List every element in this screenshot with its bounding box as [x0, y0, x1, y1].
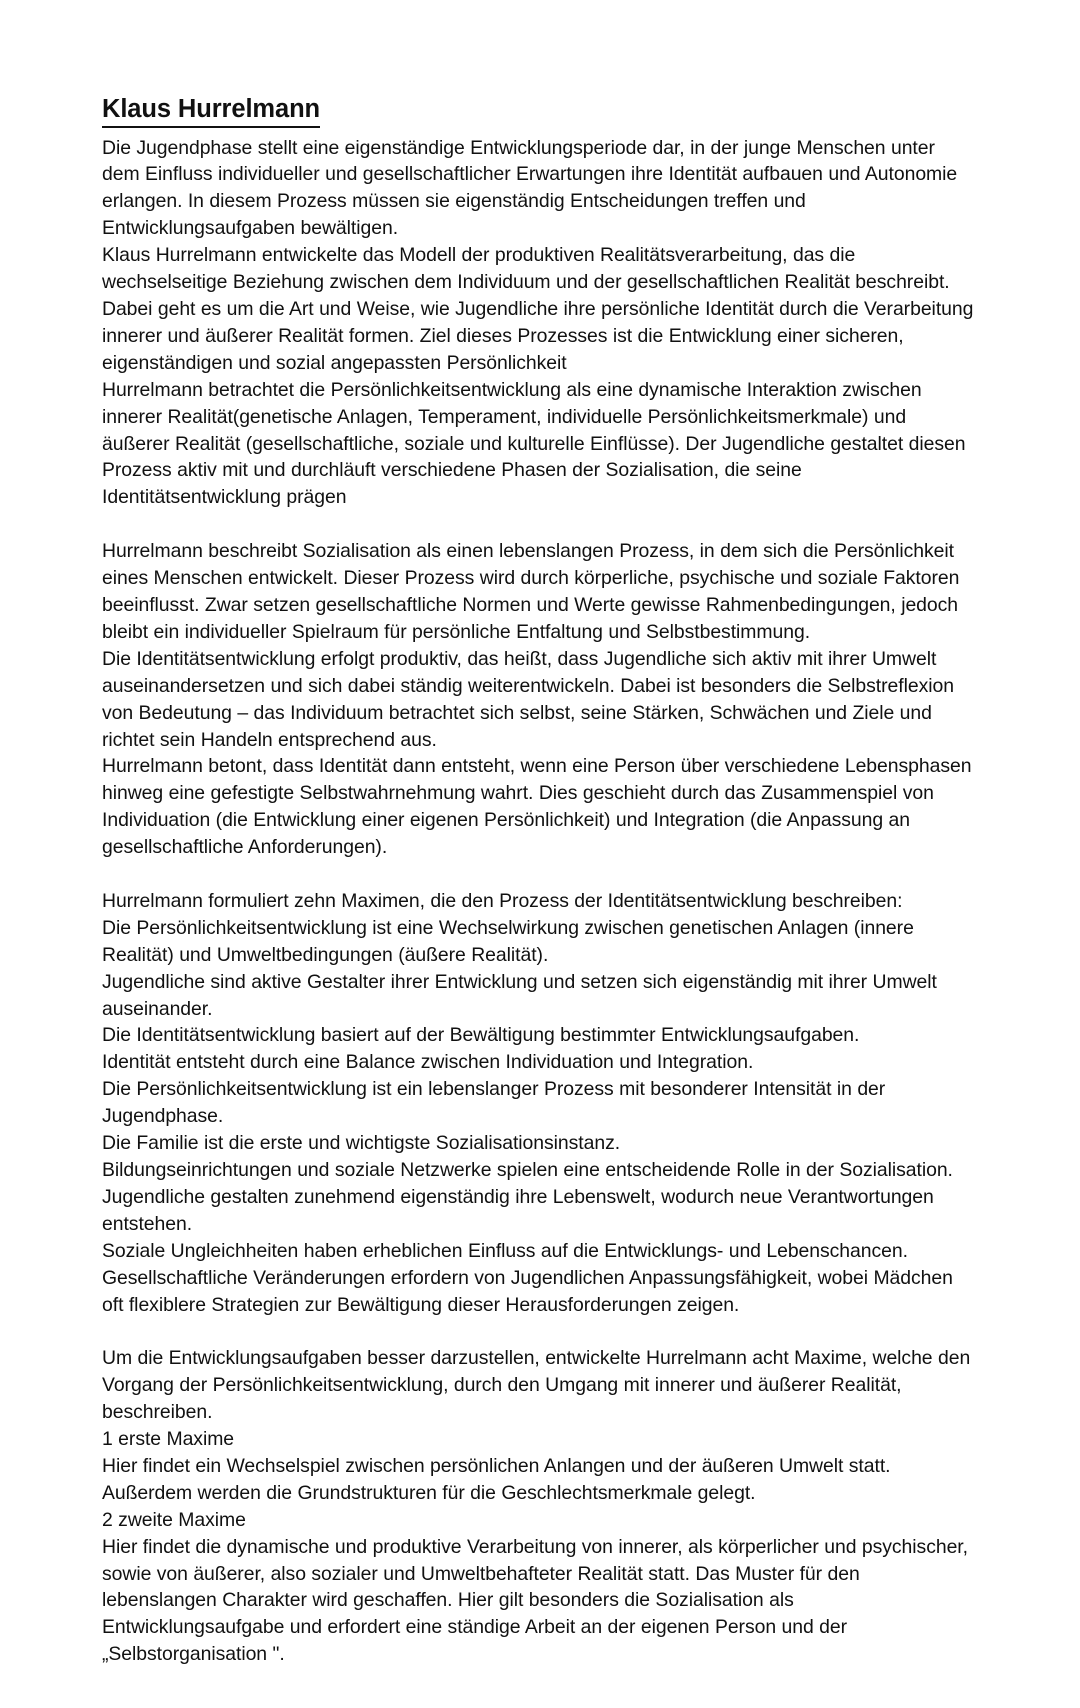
paragraph: Klaus Hurrelmann entwickelte das Modell der produktiven Realitätsverarbeitung, das die wechselseitige Beziehung zwischen dem Individuum und der gesellschaftlichen Realität beschreibt. Dabei geht es um die Art und Weise, wie Jugendliche ihre persönliche Identität durch die Verarbeitung innerer und äußerer Realität formen. Ziel dieses Prozesses ist die Entwicklung einer sicheren, eigenständigen und sozial angepassten Persönlichkeit — [102, 244, 974, 374]
paragraph: Bildungseinrichtungen und soziale Netzwerke spielen eine entscheidende Rolle in der Sozialisation. — [102, 1158, 953, 1181]
document-body — [102, 135, 975, 1669]
paragraph: Die Identitätsentwicklung erfolgt produktiv, das heißt, dass Jugendliche sich aktiv mit ihrer Umwelt auseinandersetzen und sich dabei ständig weiterentwickeln. Dabei ist besonders die Selbstreflexion von Bedeutung – das Individuum betrachtet sich selbst, seine Stärken, Schwächen und Ziele und richtet sein Handeln entsprechend aus. — [102, 647, 954, 751]
paragraph: Gesellschaftliche Veränderungen erfordern von Jugendlichen Anpassungsfähigkeit, wobei Mädchen oft flexiblere Strategien zur Bewältigung dieser Herausforderungen zeigen. — [102, 1266, 953, 1316]
paragraph: Hurrelmann formuliert zehn Maximen, die den Prozess der Identitätsentwicklung beschreiben: — [102, 889, 903, 912]
text-block-intro — [102, 135, 975, 512]
maxime-heading-1: 1 erste Maxime — [102, 1428, 235, 1451]
paragraph: Jugendliche gestalten zunehmend eigenständig ihre Lebenswelt, wodurch neue Verantwortungen entstehen. — [102, 1185, 934, 1235]
paragraph: Um die Entwicklungsaufgaben besser darzustellen, entwickelte Hurrelmann acht Maxime, welche den Vorgang der Persönlichkeitsentwicklung, durch den Umgang mit innerer und äußerer Realität, beschreiben. — [102, 1347, 971, 1424]
text-block-acht-maxime — [102, 1345, 975, 1668]
paragraph: Hurrelmann betont, dass Identität dann entsteht, wenn eine Person über verschiedene Lebensphasen hinweg eine gefestigte Selbstwahrnehmung wahrt. Dies geschieht durch das Zusammenspiel von Individuation (die Entwicklung einer eigenen Persönlichkeit) und Integration (die Anpassung an gesellschaftliche Anforderungen). — [102, 755, 972, 859]
paragraph: Identität entsteht durch eine Balance zwischen Individuation und Integration. — [102, 1051, 754, 1074]
paragraph: Die Persönlichkeitsentwicklung ist ein lebenslanger Prozess mit besonderer Intensität in der Jugendphase. — [102, 1078, 886, 1128]
page-title-row — [102, 95, 975, 129]
block-spacer — [102, 511, 975, 538]
paragraph: Hurrelmann betrachtet die Persönlichkeitsentwicklung als eine dynamische Interaktion zwischen innerer Realität(genetische Anlagen, Temperament, individuelle Persönlichkeitsmerkmale) und äußerer Realität (gesellschaftliche, soziale und kulturelle Einflüsse). Der Jugendliche gestaltet diesen Prozess aktiv mit und durchläuft verschiedene Phasen der Sozialisation, die seine Identitätsentwicklung prägen — [102, 378, 966, 509]
paragraph: Jugendliche sind aktive Gestalter ihrer Entwicklung und setzen sich eigenständig mit ihrer Umwelt auseinander. — [102, 970, 937, 1020]
paragraph: Die Jugendphase stellt eine eigenständige Entwicklungsperiode dar, in der junge Menschen unter dem Einfluss individueller und gesellschaftlicher Erwartungen ihre Identität aufbauen und Autonomie erlangen. In diesem Prozess müssen sie eigenständig Entscheidungen treffen und Entwicklungsaufgaben bewältigen. — [102, 136, 958, 240]
paragraph: Hier findet die dynamische und produktive Verarbeitung von innerer, als körperlicher und psychischer, sowie von äußerer, also sozialer und Umweltbehafteter Realität statt. Das Muster für den lebenslangen Charakter wird geschaffen. Hier gilt besonders die Sozialisation als Entwicklungsaufgabe und erfordert eine ständige Arbeit an der eigenen Person und der „Selbstorganisation ". — [102, 1535, 968, 1666]
text-block-sozialisation — [102, 538, 975, 861]
block-spacer — [102, 861, 975, 888]
block-spacer — [102, 1318, 975, 1345]
text-block-zehn-maximen — [102, 888, 975, 1319]
maxime-heading-2: 2 zweite Maxime — [102, 1508, 246, 1531]
paragraph: Hier findet ein Wechselspiel zwischen persönlichen Anlangen und der äußeren Umwelt statt. Außerdem werden die Grundstrukturen für die Geschlechtsmerkmale gelegt. — [102, 1454, 891, 1504]
paragraph: Soziale Ungleichheiten haben erheblichen Einfluss auf die Entwicklungs- und Lebenschancen. — [102, 1239, 908, 1262]
page-title: Klaus Hurrelmann — [102, 95, 320, 128]
paragraph: Hurrelmann beschreibt Sozialisation als einen lebenslangen Prozess, in dem sich die Persönlichkeit eines Menschen entwickelt. Dieser Prozess wird durch körperliche, psychische und soziale Faktoren beeinflusst. Zwar setzen gesellschaftliche Normen und Werte gewisse Rahmenbedingungen, jedoch bleibt ein individueller Spielraum für persönliche Entfaltung und Selbstbestimmung. — [102, 540, 960, 643]
paragraph: Die Familie ist die erste und wichtigste Sozialisationsinstanz. — [102, 1132, 621, 1155]
paragraph: Die Persönlichkeitsentwicklung ist eine Wechselwirkung zwischen genetischen Anlagen (innere Realität) und Umweltbedingungen (äußere Realität). — [102, 916, 914, 966]
paragraph: Die Identitätsentwicklung basiert auf der Bewältigung bestimmter Entwicklungsaufgaben. — [102, 1024, 860, 1047]
